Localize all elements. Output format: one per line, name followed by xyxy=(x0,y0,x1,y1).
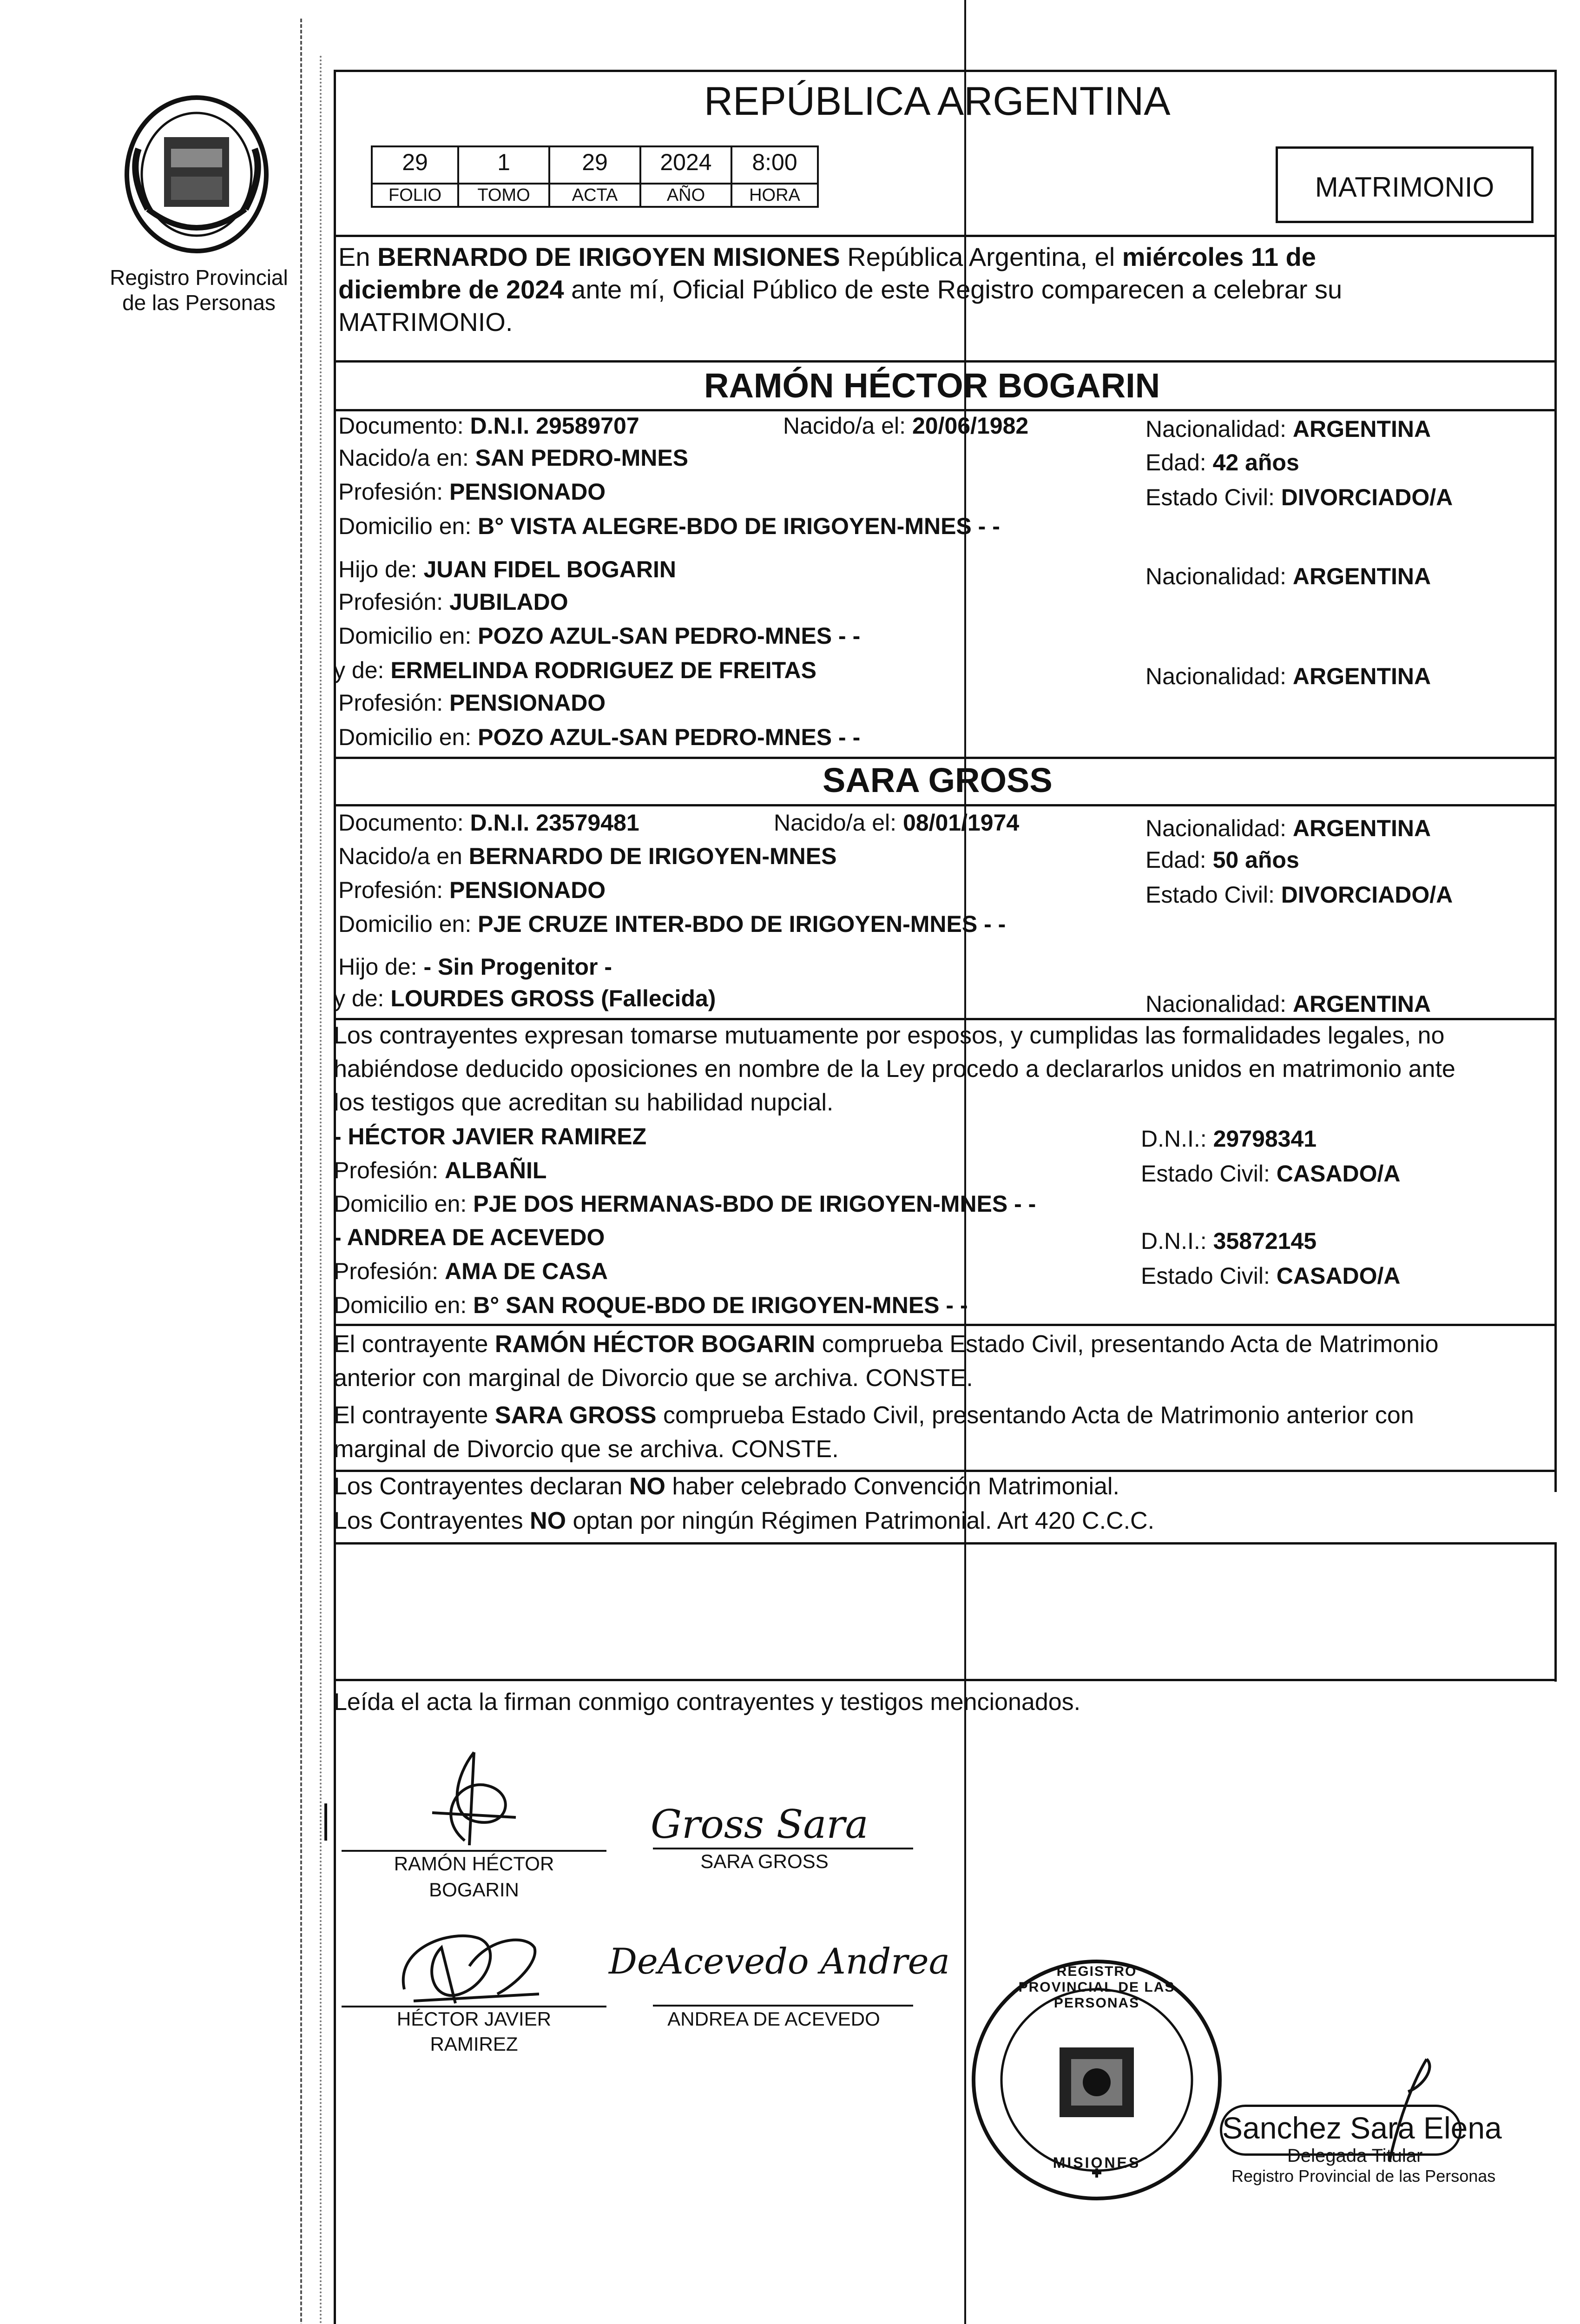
bride-name: SARA GROSS xyxy=(823,761,1053,799)
intro-divider xyxy=(334,360,1557,363)
bride-mother: y de: LOURDES GROSS (Fallecida) xyxy=(334,985,716,1011)
handwritten-signature-icon xyxy=(404,1748,553,1850)
registry-name-line1: Registro Provincial xyxy=(110,265,288,290)
witness-2-address: Domicilio en: B° SAN ROQUE-BDO DE IRIGOYEN-MNES - - xyxy=(334,1292,968,1318)
bride-father: Hijo de: - Sin Progenitor - xyxy=(338,954,612,980)
stamp-ring-text: REGISTRO PROVINCIAL DE LAS PERSONAS xyxy=(1018,1964,1175,2011)
groom-birth-place: Nacido/a en: SAN PEDRO-MNES xyxy=(338,445,689,471)
blank-box-bottom xyxy=(334,1679,1557,1681)
record-folio: 29 xyxy=(371,145,459,185)
bride-divider-bottom xyxy=(334,1018,1557,1020)
groom-father-address: Domicilio en: POZO AZUL-SAN PEDRO-MNES - - xyxy=(338,623,861,649)
record-tomo-caption: TOMO xyxy=(457,183,550,208)
record-hour: 8:00 xyxy=(731,145,819,185)
witness-1-name: - HÉCTOR JAVIER RAMIREZ xyxy=(334,1123,647,1149)
margin-guide xyxy=(300,19,305,2324)
signature-caption-witness-1-1: HÉCTOR JAVIER xyxy=(396,2008,552,2030)
official-name: Sanchez Sara Elena xyxy=(1222,2111,1502,2145)
groom-address: Domicilio en: B° VISTA ALEGRE-BDO DE IRIGOYEN-MNES - - xyxy=(338,513,1000,539)
frame-right-lower xyxy=(1554,1542,1557,1682)
groom-nationality: Nacionalidad: ARGENTINA xyxy=(1146,416,1431,442)
record-year-caption: AÑO xyxy=(639,183,732,208)
record-acta-caption: ACTA xyxy=(548,183,641,208)
signature-groom xyxy=(404,1748,553,1850)
signature-caption-bride: SARA GROSS xyxy=(700,1850,829,1872)
witness-divider xyxy=(334,1324,1557,1326)
note-1-line-1: El contrayente RAMÓN HÉCTOR BOGARIN comprueba Estado Civil, presentando Acta de Matrimonio xyxy=(334,1331,1439,1358)
groom-profession: Profesión: PENSIONADO xyxy=(338,479,606,505)
regime-divider xyxy=(334,1542,1557,1545)
groom-mother: y de: ERMELINDA RODRIGUEZ DE FREITAS xyxy=(334,657,816,683)
closing-text: Leída el acta la firman conmigo contrayentes y testigos mencionados. xyxy=(334,1689,1081,1716)
bride-birth-place: Nacido/a en BERNARDO DE IRIGOYEN-MNES xyxy=(338,843,837,869)
official-role: Delegada Titular xyxy=(1287,2146,1423,2166)
groom-father-nationality: Nacionalidad: ARGENTINA xyxy=(1146,563,1431,589)
witness-1-civil-status: Estado Civil: CASADO/A xyxy=(1141,1161,1401,1187)
stamp-inner-text: MISIONES xyxy=(1053,2154,1141,2171)
bride-civil-status: Estado Civil: DIVORCIADO/A xyxy=(1146,882,1453,908)
bride-document: Documento: D.N.I. 23579481 xyxy=(338,810,639,836)
witness-2-civil-status: Estado Civil: CASADO/A xyxy=(1141,1263,1401,1289)
declaration-line-1: Los contrayentes expresan tomarse mutuamente por esposos, y cumplidas las formalidades legales, no xyxy=(334,1022,1445,1049)
bride-mother-nationality: Nacionalidad: ARGENTINA xyxy=(1146,991,1431,1017)
intro-line-3: MATRIMONIO. xyxy=(338,307,513,337)
groom-age: Edad: 42 años xyxy=(1146,449,1299,475)
bride-divider xyxy=(334,804,1557,806)
center-fold-line xyxy=(964,0,966,2324)
frame-top xyxy=(334,70,1557,72)
official-stamp xyxy=(967,1954,1227,2205)
bride-profession: Profesión: PENSIONADO xyxy=(338,877,606,903)
registry-name-line2: de las Personas xyxy=(122,290,276,315)
provincial-seal-icon xyxy=(120,93,273,260)
margin-guide xyxy=(320,56,324,2324)
page-title: REPÚBLICA ARGENTINA xyxy=(704,79,1171,124)
notes-divider xyxy=(334,1470,1557,1472)
groom-birth-date: Nacido/a el: 20/06/1982 xyxy=(783,413,1029,439)
signature-witness-2: DeAcevedo Andrea xyxy=(609,1941,950,1982)
groom-bride-divider xyxy=(334,757,1557,759)
groom-father-profession: Profesión: JUBILADO xyxy=(338,589,568,615)
bride-nationality: Nacionalidad: ARGENTINA xyxy=(1146,815,1431,841)
intro-line-1: En BERNARDO DE IRIGOYEN MISIONES República Argentina, el miércoles 11 de xyxy=(338,242,1316,271)
groom-divider xyxy=(334,409,1557,411)
groom-mother-profession: Profesión: PENSIONADO xyxy=(338,690,606,716)
witness-2-profession: Profesión: AMA DE CASA xyxy=(334,1258,608,1284)
signature-caption-groom-1: RAMÓN HÉCTOR xyxy=(394,1853,554,1875)
bride-age: Edad: 50 años xyxy=(1146,847,1299,873)
note-2-line-1: El contrayente SARA GROSS comprueba Estado Civil, presentando Acta de Matrimonio anterior con xyxy=(334,1402,1414,1429)
witness-1-address: Domicilio en: PJE DOS HERMANAS-BDO DE IRIGOYEN-MNES - - xyxy=(334,1191,1036,1217)
official-office: Registro Provincial de las Personas xyxy=(1231,2166,1496,2185)
witness-2-name: - ANDREA DE ACEVEDO xyxy=(334,1224,605,1250)
bride-birth-date: Nacido/a el: 08/01/1974 xyxy=(774,810,1020,836)
groom-document: Documento: D.N.I. 29589707 xyxy=(338,413,639,439)
bride-address: Domicilio en: PJE CRUZE INTER-BDO DE IRIGOYEN-MNES - - xyxy=(338,911,1006,937)
witness-2-dni: D.N.I.: 35872145 xyxy=(1141,1228,1317,1254)
groom-father: Hijo de: JUAN FIDEL BOGARIN xyxy=(338,556,676,582)
witness-1-profession: Profesión: ALBAÑIL xyxy=(334,1157,547,1183)
declaration-line-3: los testigos que acreditan su habilidad nupcial. xyxy=(334,1089,834,1116)
groom-civil-status: Estado Civil: DIVORCIADO/A xyxy=(1146,484,1453,510)
regime-line-1: Los Contrayentes declaran NO haber celebrado Convención Matrimonial. xyxy=(334,1473,1119,1500)
act-type-label: MATRIMONIO xyxy=(1315,172,1494,203)
groom-name: RAMÓN HÉCTOR BOGARIN xyxy=(704,366,1160,405)
record-tomo: 1 xyxy=(457,145,550,185)
frame-right xyxy=(1554,70,1557,1492)
note-2-line-2: marginal de Divorcio que se archiva. CONSTE. xyxy=(334,1436,839,1463)
witness-1-dni: D.N.I.: 29798341 xyxy=(1141,1126,1317,1152)
record-hour-caption: HORA xyxy=(731,183,819,208)
margin-mark xyxy=(324,1803,327,1841)
signature-bride: Gross Sara xyxy=(651,1802,869,1847)
signature-caption-witness-1-2: RAMIREZ xyxy=(430,2033,518,2055)
signature-line-witness-2 xyxy=(653,2005,913,2007)
record-folio-caption: FOLIO xyxy=(371,183,459,208)
regime-line-2: Los Contrayentes NO optan por ningún Régimen Patrimonial. Art 420 C.C.C. xyxy=(334,1507,1155,1534)
record-year: 2024 xyxy=(639,145,732,185)
signature-caption-witness-2: ANDREA DE ACEVEDO xyxy=(667,2008,880,2030)
handwritten-signature-icon xyxy=(386,1920,562,2013)
intro-line-2: diciembre de 2024 ante mí, Oficial Público de este Registro comparecen a celebrar su xyxy=(338,275,1343,304)
note-1-line-2: anterior con marginal de Divorcio que se archiva. CONSTE. xyxy=(334,1365,973,1392)
groom-mother-address: Domicilio en: POZO AZUL-SAN PEDRO-MNES - - xyxy=(338,724,861,750)
header-divider xyxy=(334,235,1557,237)
signature-witness-1 xyxy=(386,1920,562,2013)
groom-mother-nationality: Nacionalidad: ARGENTINA xyxy=(1146,663,1431,689)
act-type-box xyxy=(1276,146,1534,223)
declaration-line-2: habiéndose deducido oposiciones en nombre de la Ley procedo a declararlos unidos en matrimonio ante xyxy=(334,1056,1455,1083)
record-acta: 29 xyxy=(548,145,641,185)
registry-logo xyxy=(120,93,273,260)
signature-caption-groom-2: BOGARIN xyxy=(429,1879,519,1901)
